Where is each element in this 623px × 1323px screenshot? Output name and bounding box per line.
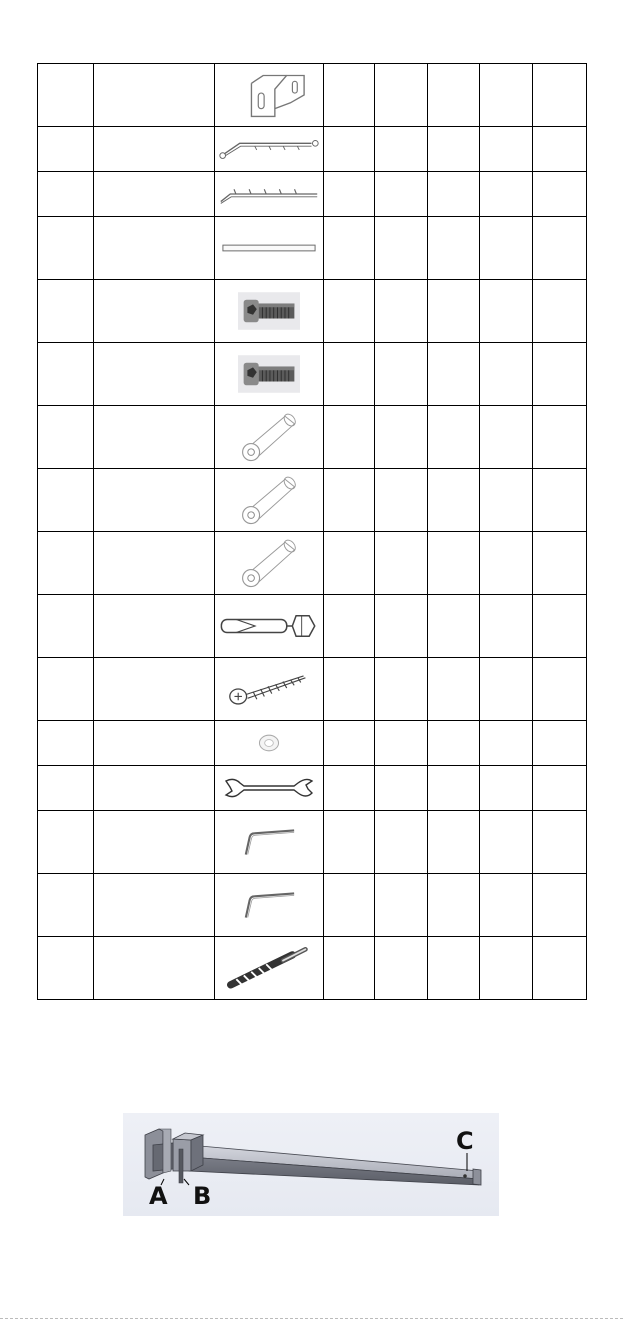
cell-no (38, 217, 94, 280)
cell (533, 406, 587, 469)
cell (428, 874, 480, 937)
hex-key-icon (240, 827, 298, 857)
cell (375, 595, 428, 658)
cell (428, 658, 480, 721)
cell (533, 658, 587, 721)
cell (324, 64, 375, 127)
cell-image (215, 721, 324, 766)
cell (428, 64, 480, 127)
cell-desc (94, 721, 215, 766)
cell (480, 766, 533, 811)
cell (428, 595, 480, 658)
cell-no (38, 343, 94, 406)
cell (533, 217, 587, 280)
washer-icon (256, 732, 282, 754)
hook-rail-right-icon (217, 182, 321, 206)
cell (324, 766, 375, 811)
cell (375, 937, 428, 1000)
cell (375, 766, 428, 811)
table-row (38, 766, 587, 811)
socket-cap-bolt-icon (238, 292, 300, 330)
cell (375, 280, 428, 343)
cell (324, 343, 375, 406)
support-arm-drawing (123, 1113, 499, 1216)
cell (324, 406, 375, 469)
sleeve-nut-icon (236, 473, 302, 527)
cell (480, 469, 533, 532)
cell-desc (94, 658, 215, 721)
cell (324, 937, 375, 1000)
cell (480, 532, 533, 595)
cell (375, 172, 428, 217)
cell-image (215, 937, 324, 1000)
cell-no (38, 937, 94, 1000)
table-row (38, 937, 587, 1000)
cell (480, 811, 533, 874)
cell (533, 811, 587, 874)
cell (480, 874, 533, 937)
wood-screw-icon (227, 670, 311, 708)
cell (375, 658, 428, 721)
flat-bar-icon (221, 242, 317, 254)
cell (375, 64, 428, 127)
table-row (38, 595, 587, 658)
socket-cap-bolt-icon (238, 355, 300, 393)
cell-image (215, 280, 324, 343)
cell-no (38, 172, 94, 217)
cell-desc (94, 469, 215, 532)
cell (480, 937, 533, 1000)
cell (324, 811, 375, 874)
cell (533, 343, 587, 406)
cell-image (215, 595, 324, 658)
sleeve-nut-icon (236, 536, 302, 590)
cell (533, 766, 587, 811)
cell-image (215, 406, 324, 469)
cell (533, 532, 587, 595)
cell (533, 874, 587, 937)
cell-no (38, 64, 94, 127)
cell-desc (94, 280, 215, 343)
cell (480, 127, 533, 172)
cell (324, 595, 375, 658)
cell-image (215, 64, 324, 127)
cell (324, 127, 375, 172)
cell (428, 217, 480, 280)
cell-no (38, 658, 94, 721)
cell (428, 172, 480, 217)
cell-image (215, 874, 324, 937)
cell-no (38, 127, 94, 172)
arm-assembly-figure (123, 1113, 499, 1216)
cell-no (38, 811, 94, 874)
parts-table (37, 63, 587, 1000)
cell-no (38, 532, 94, 595)
cell (375, 721, 428, 766)
cell-desc (94, 64, 215, 127)
cell-image (215, 343, 324, 406)
table-row (38, 217, 587, 280)
cell-desc (94, 127, 215, 172)
table-row (38, 280, 587, 343)
cell-image (215, 469, 324, 532)
table-row (38, 343, 587, 406)
cell-image (215, 217, 324, 280)
cell (533, 64, 587, 127)
cell-image (215, 811, 324, 874)
cell (428, 406, 480, 469)
cell (324, 721, 375, 766)
cell (428, 721, 480, 766)
cell (480, 595, 533, 658)
cell-desc (94, 811, 215, 874)
cell (324, 532, 375, 595)
cell-desc (94, 595, 215, 658)
cell (324, 874, 375, 937)
cell (428, 937, 480, 1000)
cell (324, 469, 375, 532)
table-row (38, 172, 587, 217)
cell-desc (94, 217, 215, 280)
cell-desc (94, 406, 215, 469)
cell (375, 469, 428, 532)
cell (428, 766, 480, 811)
cell-image (215, 172, 324, 217)
open-end-wrench-icon (224, 775, 314, 801)
table-row (38, 658, 587, 721)
label-b: B (193, 1182, 212, 1210)
mounting-bracket-icon (230, 69, 308, 121)
table-row (38, 127, 587, 172)
drill-bit-icon (227, 947, 311, 989)
cell (428, 343, 480, 406)
table-row (38, 721, 587, 766)
table-row (38, 532, 587, 595)
cell (375, 406, 428, 469)
label-a: A (149, 1182, 168, 1210)
cell (428, 811, 480, 874)
cell (480, 172, 533, 217)
cell (480, 64, 533, 127)
cell (533, 937, 587, 1000)
cell-no (38, 280, 94, 343)
cell (324, 217, 375, 280)
cell (428, 280, 480, 343)
cell (324, 280, 375, 343)
cell (533, 721, 587, 766)
cell (533, 172, 587, 217)
page-bottom-rule (0, 1318, 623, 1319)
cell (480, 658, 533, 721)
table-row (38, 469, 587, 532)
cell (480, 721, 533, 766)
label-c: C (456, 1127, 474, 1155)
cell (375, 874, 428, 937)
cell-image (215, 766, 324, 811)
table-row (38, 811, 587, 874)
cell-desc (94, 937, 215, 1000)
cell-desc (94, 874, 215, 937)
cell (428, 532, 480, 595)
cell-image (215, 658, 324, 721)
cell (375, 532, 428, 595)
cell (480, 343, 533, 406)
cell-no (38, 766, 94, 811)
cell (375, 217, 428, 280)
cell-image (215, 532, 324, 595)
cell (533, 469, 587, 532)
cell (533, 127, 587, 172)
cell-no (38, 874, 94, 937)
cell (375, 343, 428, 406)
cell (480, 217, 533, 280)
cell-no (38, 469, 94, 532)
cell (428, 127, 480, 172)
cell-image (215, 127, 324, 172)
cell-desc (94, 172, 215, 217)
expansion-anchor-bolt-icon (217, 612, 321, 640)
table-row (38, 874, 587, 937)
table-row (38, 406, 587, 469)
cell (375, 127, 428, 172)
cell-desc (94, 343, 215, 406)
hook-rail-left-icon (217, 137, 321, 161)
cell (324, 172, 375, 217)
table-row (38, 64, 587, 127)
cell-no (38, 595, 94, 658)
cell (480, 280, 533, 343)
cell-no (38, 721, 94, 766)
cell (533, 595, 587, 658)
cell (375, 811, 428, 874)
cell (324, 658, 375, 721)
sleeve-nut-icon (236, 410, 302, 464)
cell (428, 469, 480, 532)
cell (533, 280, 587, 343)
cell (480, 406, 533, 469)
hex-key-icon (240, 890, 298, 920)
cell-desc (94, 766, 215, 811)
cell-desc (94, 532, 215, 595)
cell-no (38, 406, 94, 469)
